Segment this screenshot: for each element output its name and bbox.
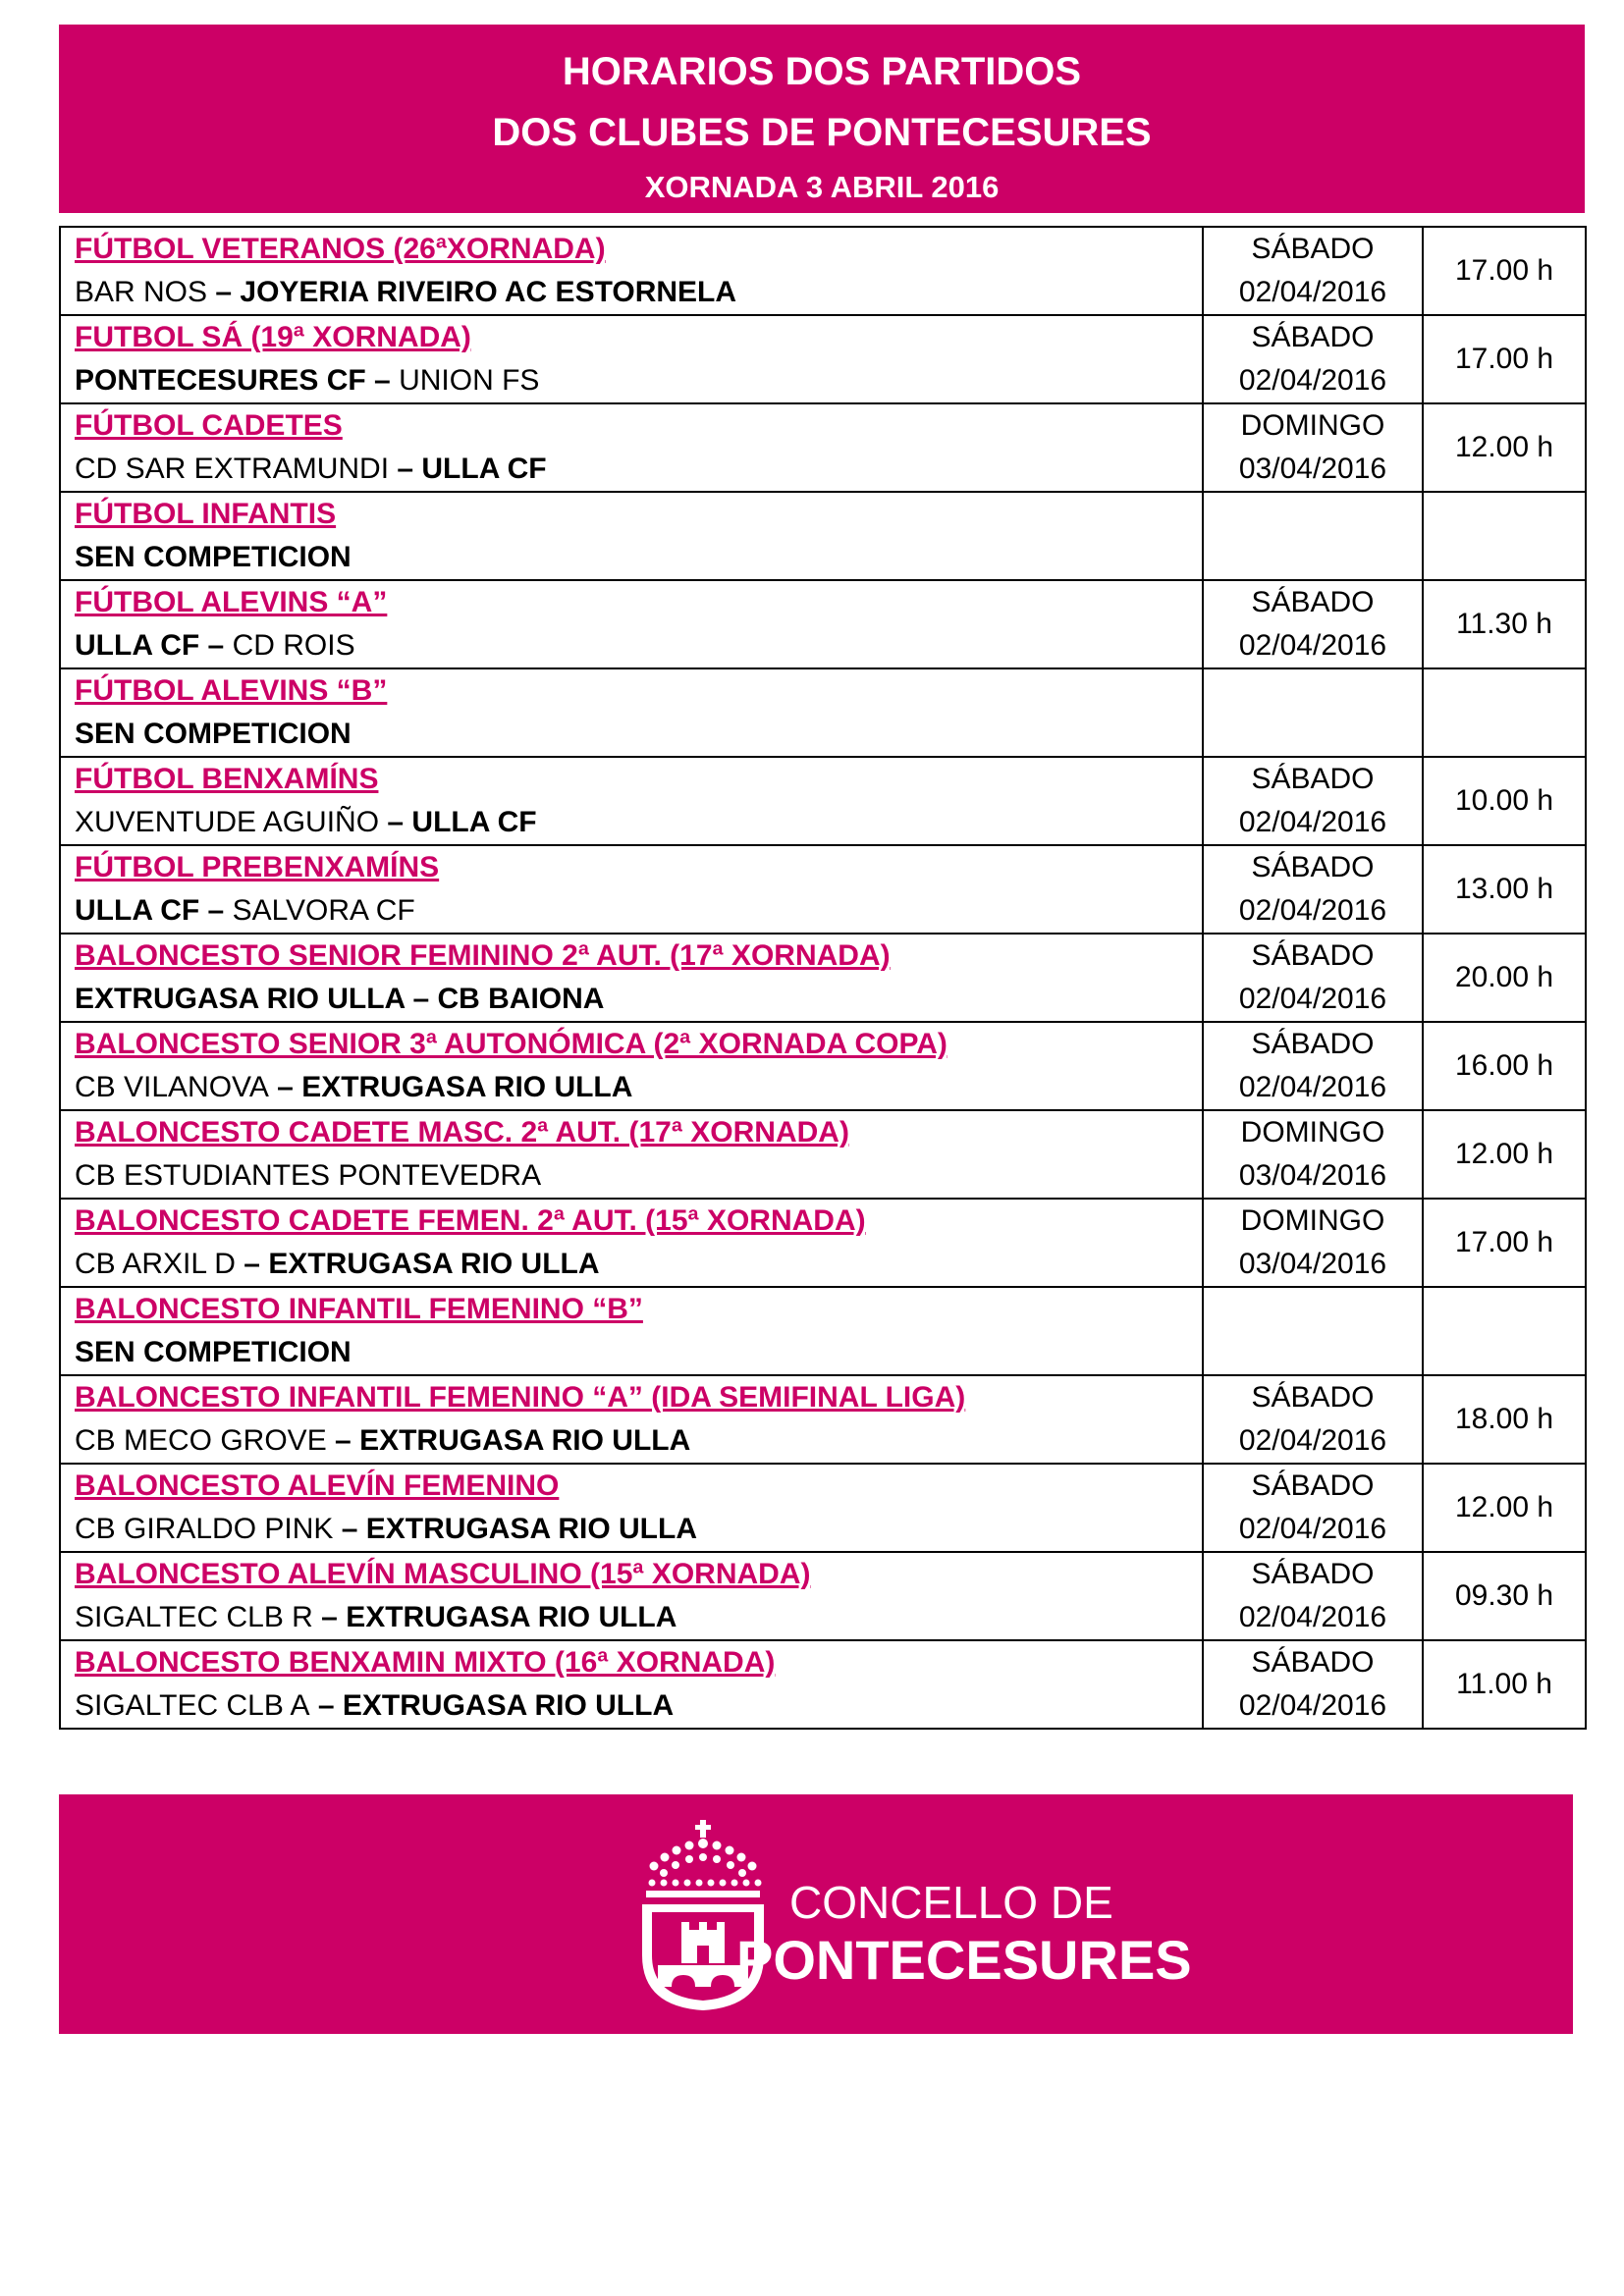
match-cell (60, 1110, 1203, 1199)
team-separator: – (235, 1248, 269, 1280)
teams-line (75, 1596, 1202, 1639)
title-line-1: HORARIOS DOS PARTIDOS (562, 50, 1082, 93)
home-team: BAR NOS (75, 276, 208, 308)
match-cell (60, 403, 1203, 492)
category-label: FÚTBOL PREBENXAMÍNS (75, 851, 440, 883)
match-cell (60, 1287, 1203, 1375)
date-label: 02/04/2016 (1238, 806, 1387, 838)
match-cell (60, 1464, 1203, 1552)
date-label: 02/04/2016 (1238, 1513, 1387, 1545)
home-team: CD SAR EXTRAMUNDI (75, 453, 390, 485)
home-team: ULLA CF (75, 629, 200, 662)
teams-line (75, 889, 1202, 933)
date-label: 02/04/2016 (1238, 276, 1387, 308)
table-row (60, 403, 1586, 492)
day-cell (1203, 227, 1423, 315)
teams-line (75, 359, 1202, 402)
date-label: 02/04/2016 (1238, 1601, 1387, 1633)
weekday-label: SÁBADO (1251, 586, 1375, 618)
match-cell (60, 227, 1203, 315)
table-row (60, 845, 1586, 934)
time-cell: 16.00 h (1423, 1022, 1586, 1110)
category-label: BALONCESTO ALEVÍN FEMENINO (75, 1469, 560, 1502)
weekday-label: SÁBADO (1251, 1558, 1375, 1590)
match-cell (60, 1199, 1203, 1287)
weekday-label: SÁBADO (1251, 1469, 1375, 1502)
weekday-label: SÁBADO (1251, 939, 1375, 972)
weekday-label: SÁBADO (1251, 1028, 1375, 1060)
category-label: BALONCESTO INFANTIL FEMENINO “A” (IDA SEMIFINAL LIGA) (75, 1381, 966, 1414)
teams-line (75, 1154, 1202, 1198)
match-cell (60, 492, 1203, 580)
day-cell (1203, 934, 1423, 1022)
day-cell (1203, 757, 1423, 845)
date-label: 02/04/2016 (1238, 983, 1387, 1015)
date-label: 02/04/2016 (1238, 1689, 1387, 1722)
day-cell (1203, 1110, 1423, 1199)
category-label: BALONCESTO SENIOR 3ª AUTONÓMICA (2ª XORNADA COPA) (75, 1028, 947, 1060)
team-separator: – (333, 1513, 366, 1545)
team-separator: – (389, 453, 422, 485)
time-cell: 11.30 h (1423, 580, 1586, 668)
away-team: EXTRUGASA RIO ULLA (268, 1248, 600, 1280)
time-cell: 09.30 h (1423, 1552, 1586, 1640)
day-cell (1203, 1199, 1423, 1287)
teams-line (75, 713, 1202, 756)
away-team: EXTRUGASA RIO ULLA (301, 1071, 633, 1103)
date-label: 02/04/2016 (1238, 894, 1387, 927)
weekday-label: SÁBADO (1251, 1646, 1375, 1679)
weekday-label: DOMINGO (1240, 1116, 1385, 1148)
away-team: EXTRUGASA RIO ULLA (365, 1513, 697, 1545)
table-row (60, 1464, 1586, 1552)
date-label: 02/04/2016 (1238, 1424, 1387, 1457)
category-label: FÚTBOL INFANTIS (75, 498, 337, 530)
home-team: CB ESTUDIANTES PONTEVEDRA (75, 1159, 542, 1192)
time-cell (1423, 1287, 1586, 1375)
date-label: 02/04/2016 (1238, 1071, 1387, 1103)
header-banner (59, 25, 1585, 213)
away-team: SEN COMPETICION (75, 1336, 352, 1368)
day-cell (1203, 403, 1423, 492)
home-team: ULLA CF (75, 894, 200, 927)
home-team: SIGALTEC CLB A (75, 1689, 310, 1722)
schedule-table (59, 226, 1587, 1730)
weekday-label: SÁBADO (1251, 233, 1375, 265)
home-team: CB ARXIL D (75, 1248, 236, 1280)
time-cell: 12.00 h (1423, 1110, 1586, 1199)
away-team: EXTRUGASA RIO ULLA (359, 1424, 691, 1457)
home-team: CB MECO GROVE (75, 1424, 327, 1457)
team-separator: – (326, 1424, 360, 1457)
away-team: CD ROIS (232, 629, 355, 662)
teams-line (75, 1508, 1202, 1551)
day-cell (1203, 1022, 1423, 1110)
team-separator: – (405, 983, 438, 1015)
table-row (60, 934, 1586, 1022)
match-cell (60, 934, 1203, 1022)
weekday-label: SÁBADO (1251, 321, 1375, 353)
time-cell (1423, 492, 1586, 580)
table-row (60, 315, 1586, 403)
teams-line (75, 536, 1202, 579)
day-cell (1203, 1287, 1423, 1375)
match-cell (60, 757, 1203, 845)
match-cell (60, 1640, 1203, 1729)
category-label: BALONCESTO BENXAMIN MIXTO (16ª XORNADA) (75, 1646, 776, 1679)
category-label: BALONCESTO CADETE MASC. 2ª AUT. (17ª XORNADA) (75, 1116, 849, 1148)
day-cell (1203, 668, 1423, 757)
time-cell: 11.00 h (1423, 1640, 1586, 1729)
table-row (60, 757, 1586, 845)
table-row (60, 580, 1586, 668)
home-team: CB GIRALDO PINK (75, 1513, 334, 1545)
date-label: 02/04/2016 (1238, 629, 1387, 662)
table-row (60, 492, 1586, 580)
time-cell: 17.00 h (1423, 227, 1586, 315)
match-cell (60, 845, 1203, 934)
teams-line (75, 978, 1202, 1021)
match-cell (60, 668, 1203, 757)
time-cell: 13.00 h (1423, 845, 1586, 934)
day-cell (1203, 315, 1423, 403)
title-line-2: DOS CLUBES DE PONTECESURES (492, 111, 1152, 154)
table-row (60, 1110, 1586, 1199)
team-separator: – (312, 1601, 347, 1633)
team-separator: – (309, 1689, 343, 1722)
time-cell: 10.00 h (1423, 757, 1586, 845)
weekday-label: DOMINGO (1240, 409, 1385, 442)
table-row (60, 1640, 1586, 1729)
table-row (60, 1375, 1586, 1464)
category-label: FÚTBOL ALEVINS “B” (75, 674, 388, 707)
home-team: EXTRUGASA RIO ULLA (75, 983, 406, 1015)
away-team: EXTRUGASA RIO ULLA (342, 1689, 675, 1722)
match-cell (60, 1022, 1203, 1110)
away-team: SEN COMPETICION (75, 541, 352, 573)
category-label: BALONCESTO SENIOR FEMININO 2ª AUT. (17ª XORNADA) (75, 939, 891, 972)
time-cell (1423, 668, 1586, 757)
time-cell: 12.00 h (1423, 1464, 1586, 1552)
away-team: ULLA CF (421, 453, 547, 485)
category-label: FÚTBOL BENXAMÍNS (75, 763, 379, 795)
away-team: ULLA CF (411, 806, 537, 838)
away-team: SALVORA CF (232, 894, 415, 927)
home-team: PONTECESURES CF (75, 364, 366, 397)
away-team: CB BAIONA (437, 983, 605, 1015)
home-team: SIGALTEC CLB R (75, 1601, 313, 1633)
away-team: SEN COMPETICION (75, 718, 352, 750)
away-team: JOYERIA RIVEIRO AC ESTORNELA (240, 276, 737, 308)
away-team: UNION FS (399, 364, 540, 397)
table-row (60, 1287, 1586, 1375)
time-cell: 20.00 h (1423, 934, 1586, 1022)
table-row (60, 227, 1586, 315)
table-row (60, 1199, 1586, 1287)
teams-line (75, 271, 1202, 314)
time-cell: 17.00 h (1423, 1199, 1586, 1287)
team-separator: – (199, 894, 233, 927)
teams-line (75, 1684, 1202, 1728)
category-label: FUTBOL SÁ (19ª XORNADA) (75, 321, 471, 353)
away-team: EXTRUGASA RIO ULLA (346, 1601, 677, 1633)
weekday-label: SÁBADO (1251, 763, 1375, 795)
date-label: 03/04/2016 (1238, 1159, 1387, 1192)
match-cell (60, 1552, 1203, 1640)
time-cell: 12.00 h (1423, 403, 1586, 492)
weekday-label: SÁBADO (1251, 1381, 1375, 1414)
match-cell (60, 315, 1203, 403)
subtitle-round: XORNADA 3 ABRIL 2016 (644, 170, 1000, 204)
day-cell (1203, 1375, 1423, 1464)
teams-line (75, 1331, 1202, 1374)
category-label: BALONCESTO ALEVÍN MASCULINO (15ª XORNADA) (75, 1558, 811, 1590)
footer-banner (59, 1794, 1573, 2034)
footer-text-pontecesures: PONTECESURES (736, 1929, 1192, 1991)
category-label: FÚTBOL VETERANOS (26ªXORNADA) (75, 233, 606, 265)
teams-line (75, 1243, 1202, 1286)
home-team: CB VILANOVA (75, 1071, 269, 1103)
home-team: XUVENTUDE AGUIÑO (75, 806, 380, 838)
day-cell (1203, 1464, 1423, 1552)
team-separator: – (207, 276, 241, 308)
weekday-label: SÁBADO (1251, 851, 1375, 883)
team-separator: – (199, 629, 233, 662)
date-label: 03/04/2016 (1238, 1248, 1387, 1280)
team-separator: – (379, 806, 412, 838)
category-label: FÚTBOL ALEVINS “A” (75, 586, 388, 618)
time-cell: 17.00 h (1423, 315, 1586, 403)
day-cell (1203, 845, 1423, 934)
footer-text-concello: CONCELLO DE (789, 1877, 1113, 1928)
match-cell (60, 580, 1203, 668)
category-label: FÚTBOL CADETES (75, 409, 343, 442)
team-separator: – (268, 1071, 302, 1103)
table-row (60, 668, 1586, 757)
table-row (60, 1022, 1586, 1110)
teams-line (75, 448, 1202, 491)
weekday-label: DOMINGO (1240, 1204, 1385, 1237)
day-cell (1203, 580, 1423, 668)
day-cell (1203, 1552, 1423, 1640)
teams-line (75, 1066, 1202, 1109)
teams-line (75, 624, 1202, 667)
date-label: 03/04/2016 (1238, 453, 1387, 485)
time-cell: 18.00 h (1423, 1375, 1586, 1464)
day-cell (1203, 492, 1423, 580)
day-cell (1203, 1640, 1423, 1729)
date-label: 02/04/2016 (1238, 364, 1387, 397)
teams-line (75, 1419, 1202, 1463)
match-cell (60, 1375, 1203, 1464)
category-label: BALONCESTO INFANTIL FEMENINO “B” (75, 1293, 643, 1325)
team-separator: – (365, 364, 400, 397)
category-label: BALONCESTO CADETE FEMEN. 2ª AUT. (15ª XORNADA) (75, 1204, 866, 1237)
teams-line (75, 801, 1202, 844)
table-row (60, 1552, 1586, 1640)
